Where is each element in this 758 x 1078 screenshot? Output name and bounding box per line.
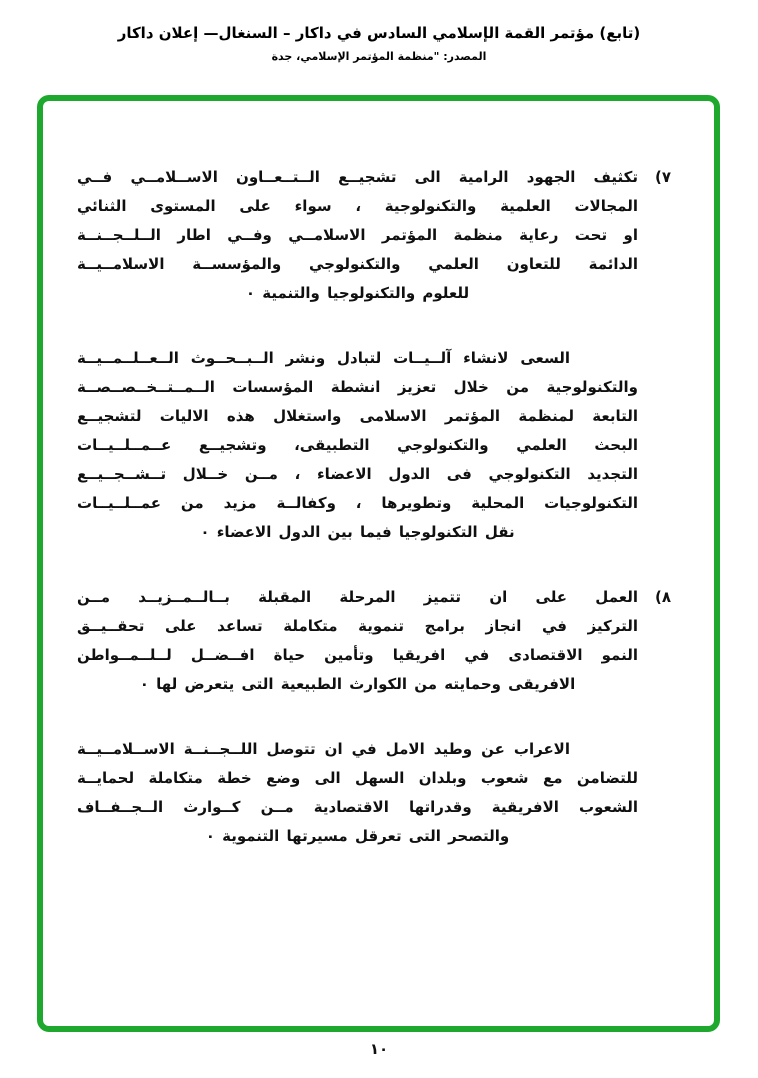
page-number: ١٠ — [369, 1040, 389, 1058]
text-line: التجديد التكنولوجي فى الدول الاعضاء ، مــن خــلال تــشــجــيــع — [77, 465, 638, 483]
document-body — [77, 163, 688, 887]
paragraph-text — [77, 163, 638, 308]
text-line: الشعوب الافريقية وقدراتها الاقتصادية مــن كــوارث الــجــفــاف — [77, 798, 638, 816]
text-line: الافريقى وحمايته من الكوارث الطبيعية التى يتعرض لها ٠ — [139, 675, 576, 693]
text-line: والتصحر التى تعرقل مسيرتها التنموية ٠ — [205, 827, 510, 845]
paragraph-text — [77, 735, 638, 851]
item-number: ٧) — [654, 168, 671, 186]
paragraph — [77, 735, 688, 851]
paragraph — [77, 344, 688, 547]
page-header — [0, 24, 758, 63]
text-line: الدائمة للتعاون العلمي والتكنولوجي والمؤسســة الاسلامــيــة — [77, 255, 638, 273]
text-line: العمل على ان تتميز المرحلة المقبلة بــالــمــزيــد مــن — [77, 588, 638, 606]
green-border-frame — [37, 95, 720, 1032]
text-line: والتكنولوجية من خلال تعزيز انشطة المؤسسات الــمــتــخــصــصــة — [77, 378, 638, 396]
text-line: التركيز في انجاز برامج تنموية متكاملة تساعد على تحقــيــق — [77, 617, 638, 635]
text-line: التابعة لمنظمة المؤتمر الاسلامى واستغلال هذه الاليات لتشجيــع — [77, 407, 638, 425]
item-number-empty — [638, 735, 688, 851]
paragraph — [77, 583, 688, 699]
document-source: المصدر: "منظمة المؤتمر الإسلامي، جدة — [271, 50, 487, 63]
document-title: (تابع) مؤتمر القمة الإسلامي السادس في داكار – السنغال— إعلان داكار — [117, 24, 641, 42]
text-line: الاعراب عن وطيد الامل في ان تتوصل اللــجــنــة الاســلامــيــة — [77, 740, 570, 758]
text-line: السعى لانشاء آلــيــات لتبادل ونشر الــبــحــوث الــعــلــمــيــة — [77, 349, 570, 367]
text-line: للتضامن مع شعوب وبلدان السهل الى وضع خطة متكاملة لحمايــة — [77, 769, 638, 787]
item-number-empty — [638, 344, 688, 547]
paragraph-text — [77, 344, 638, 547]
text-line: المجالات العلمية والتكنولوجية ، سواء على المستوى الثنائي — [77, 197, 638, 215]
text-line: او تحت رعاية منظمة المؤتمر الاسلامــي وفــي اطار الــلــجــنــة — [77, 226, 638, 244]
paragraph-text — [77, 583, 638, 699]
text-line: البحث العلمي والتكنولوجي التطبيقى، وتشجيــع عــمــلــيــات — [77, 436, 638, 454]
text-line: للعلوم والتكنولوجيا والتنمية ٠ — [245, 284, 470, 302]
paragraph — [77, 163, 688, 308]
text-line: التكنولوجيات المحلية وتطويرها ، وكفالــة مزيد من عمــلــيــات — [77, 494, 638, 512]
item-number: ٨) — [654, 588, 671, 606]
text-line: نقل التكنولوجيا فيما بين الدول الاعضاء ٠ — [200, 523, 515, 541]
text-line: النمو الاقتصادى في افريقيا وتأمين حياة افــضــل لــلــمــواطن — [77, 646, 638, 664]
text-line: تكثيف الجهود الرامية الى تشجيــع الــتــعــاون الاســلامــي فــي — [77, 168, 638, 186]
